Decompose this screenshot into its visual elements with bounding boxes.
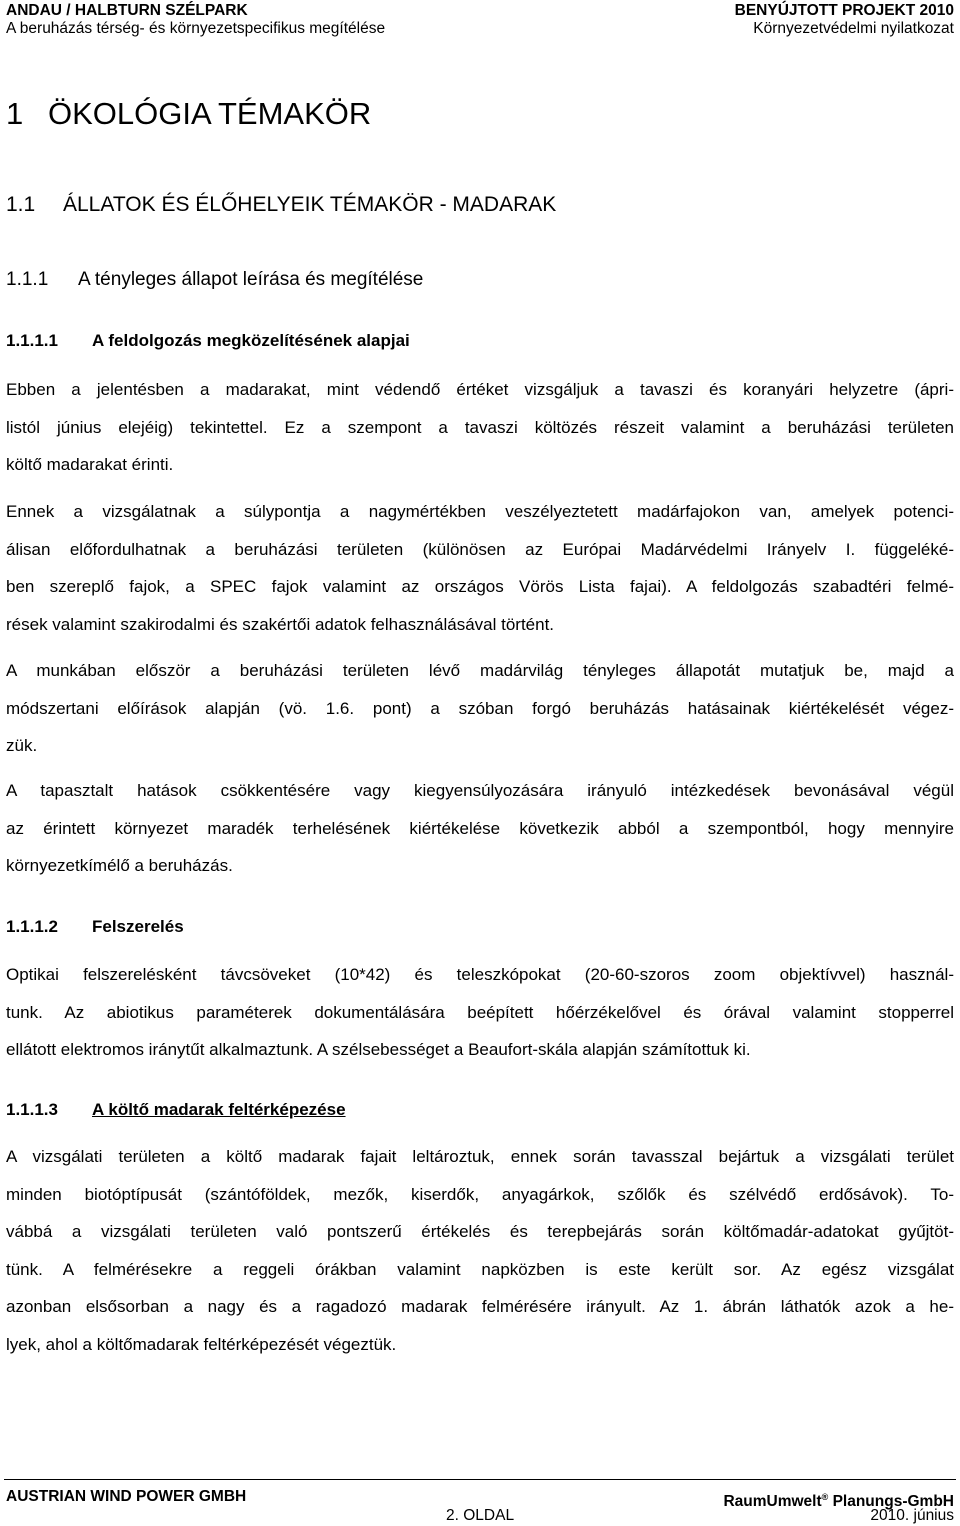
- heading-2-number: 1.1: [6, 193, 36, 216]
- paragraph-line: Optikai felszerelésként távcsöveket (10*42) és teleszkópokat (20-60-szoros zoom objektívvel) használ-: [6, 965, 954, 984]
- heading-3-text: A tényleges állapot leírása és megítélése: [78, 269, 424, 290]
- heading-4-mapping-text: A költő madarak feltérképezése: [92, 1100, 346, 1119]
- heading-4-equipment-text: Felszerelés: [92, 917, 184, 936]
- paragraph-line: rések valamint szakirodalmi és szakértői adatok felhasználásával történt.: [6, 614, 555, 634]
- heading-2: [6, 190, 556, 220]
- heading-1-number: 1: [6, 96, 24, 131]
- footer-left: AUSTRIAN WIND POWER GMBH: [6, 1488, 247, 1505]
- paragraph-line: A vizsgálati területen a költő madarak fajait leltároztuk, ennek során tavasszal bejártuk a vizsgálati terület: [6, 1147, 954, 1166]
- paragraph-line: azonban elsősorban a nagy és a ragadozó madarak felmérésére irányult. Az 1. ábrán láthatók azok a he-: [6, 1297, 954, 1317]
- paragraph-line: Ennek a vizsgálatnak a súlypontja a nagymértékben veszélyeztetett madárfajokon van, amelyek potenci-: [6, 502, 954, 521]
- footer-page-number: 2. OLDAL: [446, 1507, 515, 1524]
- heading-4-mapping-number: 1.1.1.3: [6, 1100, 58, 1119]
- heading-1: [6, 94, 371, 134]
- paragraph-line: környezetkímélő a beruházás.: [6, 856, 233, 876]
- footer-date: 2010. június: [870, 1507, 954, 1524]
- heading-4-approach-number: 1.1.1.1: [6, 331, 58, 350]
- heading-4-approach-text: A feldolgozás megközelítésének alapjai: [92, 331, 410, 350]
- heading-3-number: 1.1.1: [6, 269, 49, 290]
- heading-4-equipment: [6, 915, 184, 939]
- paragraph-line: az érintett környezet maradék terhelésének kiértékelése következik abból a szempontból, hogy mennyire: [6, 818, 954, 838]
- footer-brand-rest: Planungs-GmbH: [828, 1493, 954, 1511]
- footer-registered-mark: ®: [821, 1492, 829, 1502]
- paragraph-mapping: [6, 1138, 954, 1364]
- paragraph-line: költő madarakat érinti.: [6, 455, 174, 475]
- heading-4-equipment-number: 1.1.1.2: [6, 917, 58, 936]
- heading-2-text: ÁLLATOK ÉS ÉLŐHELYEIK TÉMAKÖR - MADARAK: [63, 193, 557, 216]
- paragraph-line: ellátott elektromos iránytűt alkalmaztunk. A szélsebességet a Beaufort-skála alapján számítottuk ki.: [6, 1040, 751, 1060]
- paragraph-line: listól június elejéig) tekintettel. Ez a szempont a tavaszi költözés részeit valamint a beruházási területen: [6, 417, 954, 437]
- header-right-title: BENYÚJTOTT PROJEKT 2010: [734, 2, 954, 19]
- paragraph-line: tünk. A felmérésekre a reggeli órákban valamint napközben is este került sor. Az egész vizsgálat: [6, 1259, 954, 1279]
- footer-divider: [4, 1479, 956, 1480]
- paragraph-method: [6, 652, 954, 765]
- header-right-subtitle: Környezetvédelmi nyilatkozat: [753, 20, 954, 37]
- header-left-title: ANDAU / HALBTURN SZÉLPARK: [6, 2, 248, 19]
- heading-4-mapping: [6, 1098, 346, 1122]
- paragraph-line: ben szereplő fajok, a SPEC fajok valamint az országos Vörös Lista fajai). A feldolgozás szabadtéri felmé-: [6, 577, 954, 597]
- paragraph-focus: [6, 493, 954, 643]
- paragraph-line: Ebben a jelentésben a madarakat, mint védendő értéket vizsgáljuk a tavaszi és koranyári helyzetre (ápri-: [6, 380, 954, 399]
- paragraph-line: A tapasztalt hatások csökkentésére vagy kiegyensúlyozására irányuló intézkedések bevonásával végül: [6, 781, 954, 800]
- footer-brand: RaumUmwelt: [723, 1493, 822, 1511]
- paragraph-equipment: [6, 956, 954, 1069]
- paragraph-line: zük.: [6, 736, 38, 756]
- paragraph-mitigation: [6, 772, 954, 885]
- paragraph-line: tunk. Az abiotikus paraméterek dokumentálására beépített hőérzékelővel és órával valamint stopperrel: [6, 1002, 954, 1022]
- heading-3: [6, 266, 423, 294]
- paragraph-line: módszertani előírások alapján (vö. 1.6. pont) a szóban forgó beruházás hatásainak kiértékelését végez-: [6, 698, 954, 718]
- paragraph-line: álisan előfordulhatnak a beruházási területen (különösen az Európai Madárvédelmi Irányelv I. függeléké-: [6, 539, 954, 559]
- paragraph-line: lyek, ahol a költőmadarak feltérképezését végeztük.: [6, 1334, 397, 1354]
- header-left-subtitle: A beruházás térség- és környezetspecifikus megítélése: [6, 20, 386, 37]
- paragraph-line: vábbá a vizsgálati területen való pontszerű értékelés és terepbejárás során költőmadár-adatokat gyűjtöt-: [6, 1222, 954, 1242]
- paragraph-scope: [6, 371, 954, 484]
- heading-4-approach: [6, 329, 410, 353]
- paragraph-line: A munkában először a beruházási területen lévő madárvilág tényleges állapotát mutatjuk be, majd a: [6, 661, 954, 680]
- paragraph-line: minden biotóptípusát (szántóföldek, mezők, kiserdők, anyagárkok, szőlők és szélvédő erdősávok). To-: [6, 1184, 954, 1204]
- heading-1-text: ÖKOLÓGIA TÉMAKÖR: [48, 96, 372, 131]
